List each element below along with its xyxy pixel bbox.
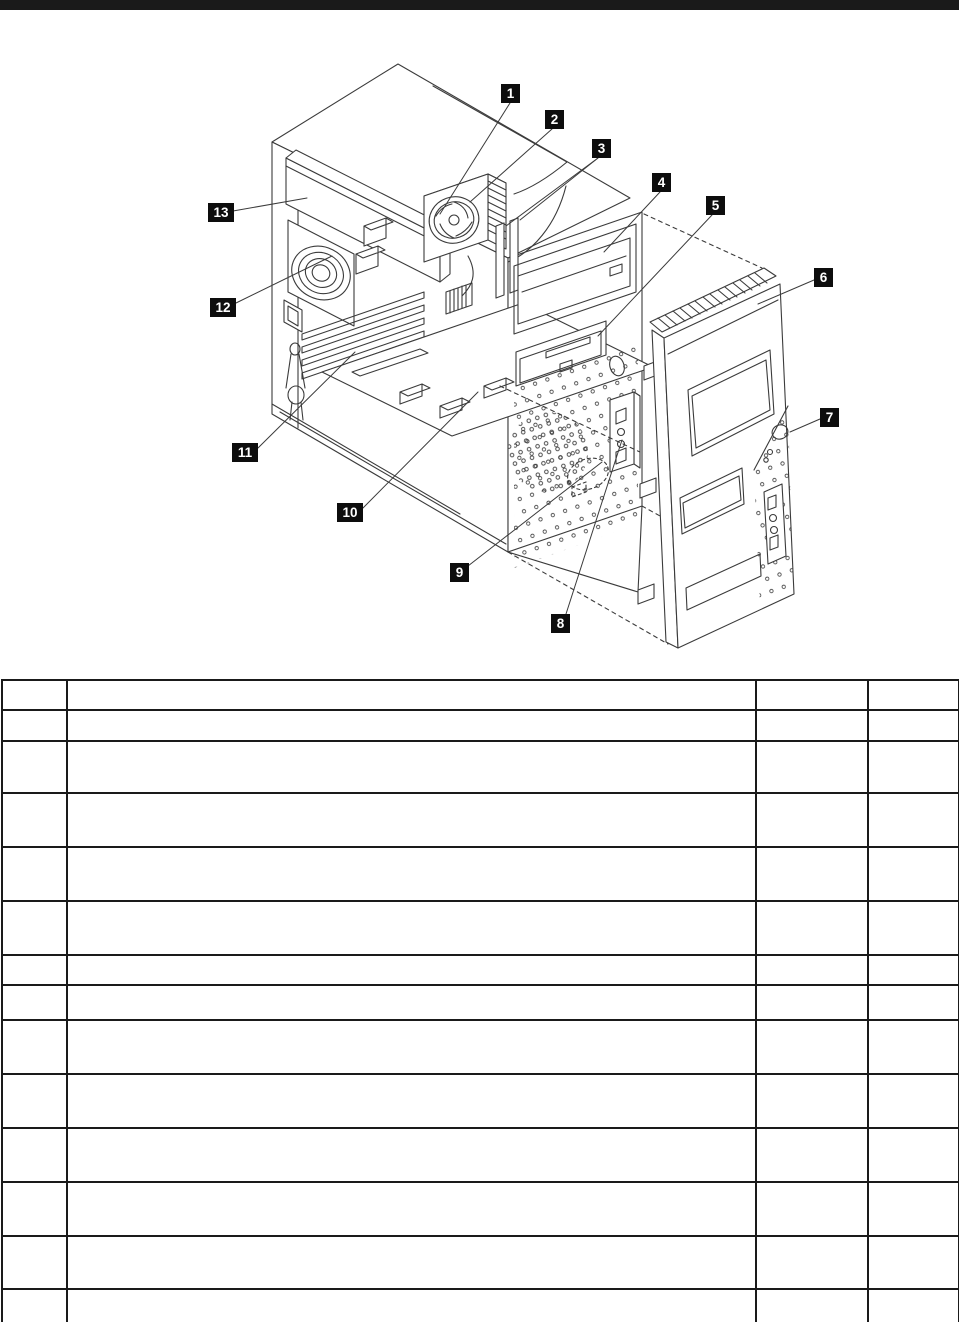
table-cell — [67, 1128, 756, 1182]
table-cell — [67, 955, 756, 985]
table-cell — [2, 901, 67, 955]
table-cell — [868, 710, 959, 741]
table-cell — [868, 1182, 959, 1236]
table-cell — [2, 985, 67, 1020]
table-cell — [2, 741, 67, 793]
table-cell — [2, 793, 67, 847]
table-row — [2, 985, 959, 1020]
table-cell — [756, 847, 868, 901]
table-cell — [67, 1074, 756, 1128]
table-row — [2, 793, 959, 847]
table-cell — [756, 1182, 868, 1236]
table-cell — [756, 1236, 868, 1289]
table-row — [2, 1128, 959, 1182]
table-row — [2, 1074, 959, 1128]
table-cell — [67, 1182, 756, 1236]
table-cell — [868, 955, 959, 985]
callout-badge-4: 4 — [652, 173, 671, 192]
front-io-assembly — [610, 392, 640, 472]
table-cell — [67, 793, 756, 847]
callout-badge-10: 10 — [337, 503, 363, 522]
table-cell — [868, 901, 959, 955]
callout-badge-2: 2 — [545, 110, 564, 129]
front-bezel — [650, 268, 794, 648]
table-row — [2, 847, 959, 901]
table-cell — [756, 1074, 868, 1128]
callout-badge-7: 7 — [820, 408, 839, 427]
table-cell — [756, 985, 868, 1020]
table-cell — [67, 847, 756, 901]
table-header-cell — [756, 680, 868, 710]
table-header-cell — [67, 680, 756, 710]
table-cell — [2, 710, 67, 741]
table-cell — [2, 1074, 67, 1128]
table-cell — [868, 1236, 959, 1289]
table-cell — [67, 1236, 756, 1289]
table-cell — [756, 1128, 868, 1182]
table-cell — [756, 793, 868, 847]
table-cell — [67, 741, 756, 793]
table-cell — [756, 1289, 868, 1322]
table-header-row — [2, 680, 959, 710]
speaker-grille — [508, 412, 588, 492]
table-cell — [67, 1020, 756, 1074]
parts-table — [1, 679, 959, 1322]
table-cell — [2, 1020, 67, 1074]
bezel-port-panel — [764, 484, 786, 564]
table-cell — [2, 1289, 67, 1322]
table-cell — [756, 955, 868, 985]
table-cell — [756, 901, 868, 955]
table-row — [2, 710, 959, 741]
table-cell — [756, 1020, 868, 1074]
table-cell — [756, 741, 868, 793]
table-cell — [868, 847, 959, 901]
callout-badge-6: 6 — [814, 268, 833, 287]
table-cell — [2, 1128, 67, 1182]
table-cell — [2, 955, 67, 985]
table-row — [2, 1020, 959, 1074]
callout-badge-9: 9 — [450, 563, 469, 582]
table-cell — [868, 1128, 959, 1182]
callout-badge-1: 1 — [501, 84, 520, 103]
callout-badge-8: 8 — [551, 614, 570, 633]
table-cell — [868, 985, 959, 1020]
table-cell — [868, 1074, 959, 1128]
callout-badge-5: 5 — [706, 196, 725, 215]
table-header-cell — [2, 680, 67, 710]
callout-badge-3: 3 — [592, 139, 611, 158]
table-cell — [67, 985, 756, 1020]
table-cell — [868, 793, 959, 847]
table-cell — [67, 901, 756, 955]
table-cell — [868, 1020, 959, 1074]
table-cell — [67, 1289, 756, 1322]
table-row — [2, 741, 959, 793]
table-cell — [756, 710, 868, 741]
table-header-cell — [868, 680, 959, 710]
table-cell — [2, 847, 67, 901]
table-cell — [868, 1289, 959, 1322]
table-row — [2, 1289, 959, 1322]
table-row — [2, 1236, 959, 1289]
table-row — [2, 1182, 959, 1236]
table-cell — [67, 710, 756, 741]
table-cell — [2, 1236, 67, 1289]
table-cell — [2, 1182, 67, 1236]
callout-badge-11: 11 — [232, 443, 258, 462]
callout-badge-13: 13 — [208, 203, 234, 222]
table-row — [2, 955, 959, 985]
table-cell — [868, 741, 959, 793]
callout-badge-12: 12 — [210, 298, 236, 317]
table-row — [2, 901, 959, 955]
